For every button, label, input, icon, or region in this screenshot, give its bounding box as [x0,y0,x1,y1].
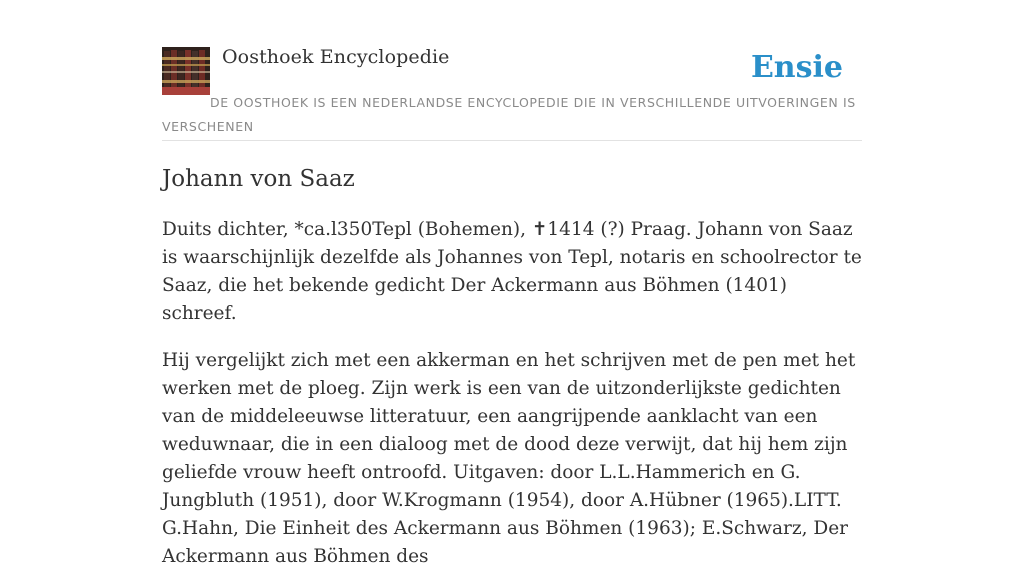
article-body [162,216,862,571]
brand-logo[interactable]: Ensie [750,50,843,85]
encyclopedia-books-icon [162,47,210,95]
article-paragraph: Hij vergelijkt zich met een akkerman en het schrijven met de pen met het werken met de ploeg. Zijn werk is een van de uitzonderlijkste gedichten van de middeleeuwse litteratuur, een aangrijpende aanklacht van een weduwnaar, die in een dialoog met de dood deze verwijt, dat hij hem zijn geliefde vrouw heeft ontroofd. Uitgaven: door L.L.Hammerich en G. Jungbluth (1951), door W.Krogmann (1954), door A.Hübner (1965).LITT. G.Hahn, Die Einheit des Ackermann aus Böhmen (1963); E.Schwarz, Der Ackermann aus Böhmen des [162,350,856,567]
site-header [162,46,862,141]
site-title[interactable]: Oosthoek Encyclopedie [222,46,450,68]
site-tagline: DE OOSTHOEK IS EEN NEDERLANDSE ENCYCLOPEDIE DIE IN VERSCHILLENDE UITVOERINGEN IS VERSCHENEN [162,95,856,134]
article [162,164,862,571]
article-paragraph: Duits dichter, *ca.l350Tepl (Bohemen), ✝1414 (?) Praag. Johann von Saaz is waarschijnlijk dezelfde als Johannes von Tepl, notaris en schoolrector te Saaz, die het bekende gedicht Der Ackermann aus Böhmen (1401) schreef. [162,219,862,324]
avatar[interactable] [162,47,210,95]
article-title: Johann von Saaz [162,166,355,192]
